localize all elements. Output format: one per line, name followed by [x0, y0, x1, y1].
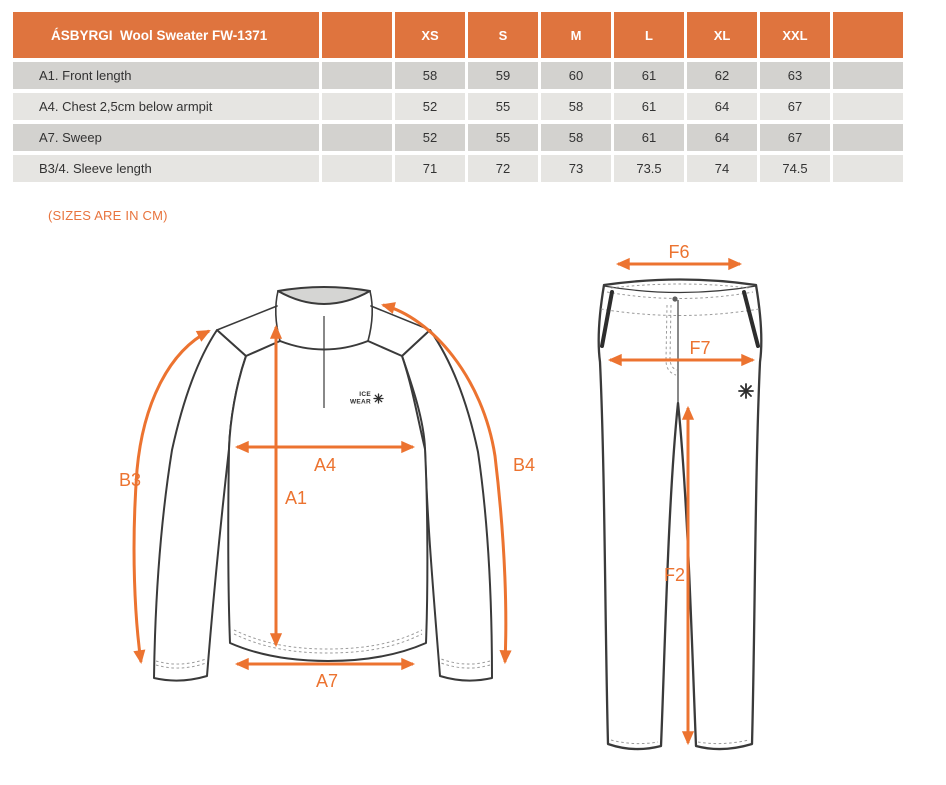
size-value-cell: 58 — [395, 62, 465, 89]
size-value-cell: 59 — [468, 62, 538, 89]
size-value-cell: 73 — [541, 155, 611, 182]
size-header-xs: XS — [395, 12, 465, 58]
product-title: ÁSBYRGI Wool Sweater FW-1371 — [13, 12, 319, 58]
measure-label-b3: B3 — [118, 470, 142, 490]
size-value-cell: 67 — [760, 124, 830, 151]
row-label: A7. Sweep — [13, 124, 319, 151]
size-value-cell: 61 — [614, 93, 684, 120]
size-value-cell: 58 — [541, 124, 611, 151]
sweater-body — [228, 341, 427, 661]
pants-button — [672, 296, 677, 301]
size-value-cell: 61 — [614, 62, 684, 89]
snowflake-icon — [374, 394, 383, 403]
measure-label-a7: A7 — [315, 671, 339, 691]
size-value-cell: 74 — [687, 155, 757, 182]
measure-label-f6: F6 — [668, 242, 690, 262]
row-label: A1. Front length — [13, 62, 319, 89]
icewear-logo-line2: WEAR — [349, 398, 371, 406]
snowflake-icon — [739, 384, 753, 398]
size-value-cell: 64 — [687, 93, 757, 120]
size-header-xxl: XXL — [760, 12, 830, 58]
row-label: A4. Chest 2,5cm below armpit — [13, 93, 319, 120]
size-header-s: S — [468, 12, 538, 58]
size-value-cell: 60 — [541, 62, 611, 89]
measure-label-b4: B4 — [512, 455, 536, 475]
size-value-cell: 55 — [468, 124, 538, 151]
size-value-cell: 71 — [395, 155, 465, 182]
measure-label-a4: A4 — [313, 455, 337, 475]
size-value-cell: 52 — [395, 93, 465, 120]
sweater-collar-right-edge — [368, 291, 372, 341]
sweater-diagram — [119, 287, 535, 691]
size-value-cell: 74.5 — [760, 155, 830, 182]
size-value-cell: 62 — [687, 62, 757, 89]
size-value-cell: 63 — [760, 62, 830, 89]
size-value-cell: 55 — [468, 93, 538, 120]
sweater-collar-opening — [278, 287, 370, 304]
pants-diagram — [599, 242, 762, 749]
icewear-logo-line1: ICE — [359, 391, 371, 398]
measure-label-f7: F7 — [689, 338, 711, 358]
size-value-cell: 73.5 — [614, 155, 684, 182]
size-value-cell: 58 — [541, 93, 611, 120]
pants-body — [599, 280, 762, 750]
size-value-cell: 52 — [395, 124, 465, 151]
row-label: B3/4. Sleeve length — [13, 155, 319, 182]
sizes-unit-note: (SIZES ARE IN CM) — [48, 208, 168, 223]
size-value-cell: 61 — [614, 124, 684, 151]
size-value-cell: 72 — [468, 155, 538, 182]
size-value-cell: 64 — [687, 124, 757, 151]
measure-label-f2: F2 — [663, 565, 685, 585]
size-header-l: L — [614, 12, 684, 58]
size-value-cell: 67 — [760, 93, 830, 120]
size-header-m: M — [541, 12, 611, 58]
measure-label-a1: A1 — [284, 488, 308, 508]
size-header-xl: XL — [687, 12, 757, 58]
